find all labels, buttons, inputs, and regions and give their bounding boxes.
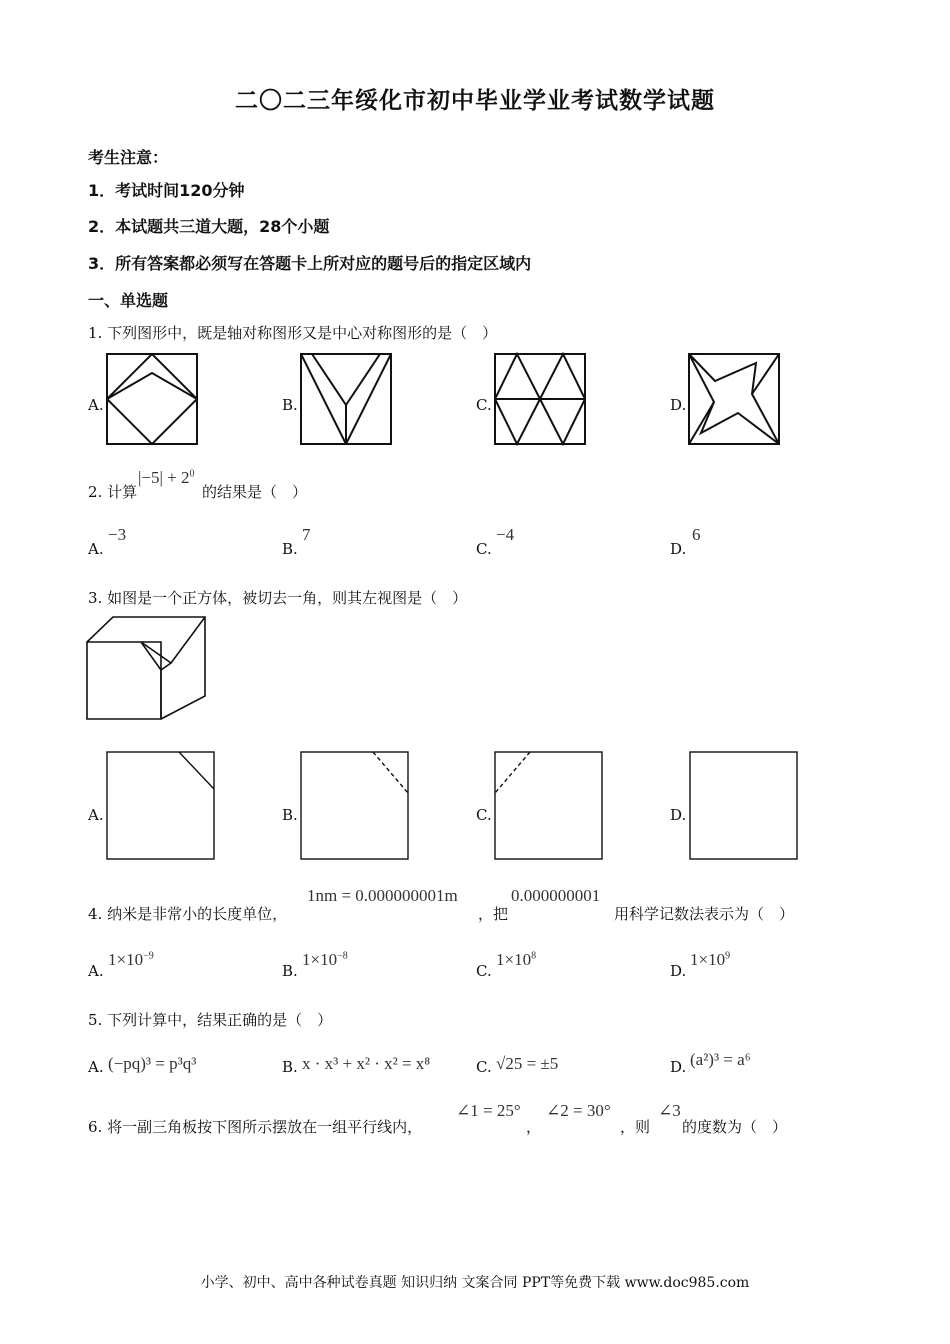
question-6-angle-2: ∠2 = 30°: [546, 1101, 611, 1120]
q5-option-b-value: x · x³ + x² · x² = x⁸: [302, 1054, 431, 1073]
q3-figure-d: [689, 751, 798, 860]
notice-heading: 考生注意：: [88, 148, 169, 167]
notice-item-3: 3．所有答案都必须写在答题卡上所对应的题号后的指定区域内: [88, 254, 532, 273]
notice-item-2: 2．本试题共三道大题，28个小题: [88, 217, 330, 236]
question-6-angle-1: ∠1 = 25°: [456, 1101, 521, 1120]
q2-option-c-value: −4: [496, 525, 515, 544]
q3-option-d-label: D.: [670, 806, 687, 824]
q5-option-b-label: B.: [282, 1058, 298, 1076]
q2-option-a-label: A.: [88, 540, 104, 558]
q4-option-b-label: B.: [282, 962, 298, 980]
q5-option-d-label: D.: [670, 1058, 687, 1076]
question-6-suffix: 的度数为（ ）: [682, 1118, 788, 1136]
question-4-expression-1: 1nm = 0.000000001m: [307, 886, 458, 905]
q3-figure-a: [106, 751, 215, 860]
q4-option-b-value: $1\times 10^{-8}$: [302, 950, 348, 969]
q1-figure-b: [300, 353, 392, 445]
q2-option-a-value: −3: [108, 525, 127, 544]
notice-item-1: 1．考试时间120分钟: [88, 181, 245, 200]
q5-option-c-value: √25 = ±5: [496, 1054, 559, 1073]
q1-figure-d: [688, 353, 780, 445]
question-4-prefix: 4. 纳米是非常小的长度单位，: [88, 905, 288, 923]
question-2-suffix: 的结果是（ ）: [202, 483, 308, 501]
page-title: 二〇二三年绥化市初中毕业学业考试数学试题: [235, 88, 715, 114]
q2-option-d-value: 6: [692, 525, 701, 544]
q5-option-c-label: C.: [476, 1058, 492, 1076]
page-footer: 小学、初中、高中各种试卷真题 知识归纳 文案合同 PPT等免费下载 www.doc985.com: [200, 1275, 750, 1291]
question-1-text: 1. 下列图形中，既是轴对称图形又是中心对称图形的是（ ）: [88, 324, 498, 342]
question-4-expression-2: 0.000000001: [511, 886, 601, 905]
question-6-angle-3: ∠3: [658, 1101, 681, 1120]
question-2-prefix: 2. 计算: [88, 483, 138, 501]
q1-option-c-label: C.: [476, 396, 492, 414]
q3-cube-figure: [86, 616, 208, 722]
question-6-prefix: 6. 将一副三角板按下图所示摆放在一组平行线内，: [88, 1118, 423, 1136]
q2-option-d-label: D.: [670, 540, 687, 558]
q3-figure-b: [300, 751, 409, 860]
q4-option-d-value: $1\times 10^9$: [690, 950, 731, 969]
q1-option-d-label: D.: [670, 396, 687, 414]
question-2-expression: $|-5| + 2^0$: [138, 468, 195, 487]
q4-option-d-label: D.: [670, 962, 687, 980]
question-6-mid: ，则: [620, 1118, 651, 1136]
q1-figure-a: [106, 353, 198, 445]
q5-option-a-value: (−pq)³ = p³q³: [108, 1054, 197, 1073]
q1-option-a-label: A.: [88, 396, 104, 414]
question-5-text: 5. 下列计算中，结果正确的是（ ）: [88, 1011, 333, 1029]
q4-option-a-value: $1\times 10^{-9}$: [108, 950, 154, 969]
q4-option-a-label: A.: [88, 962, 104, 980]
q1-option-b-label: B.: [282, 396, 298, 414]
q4-option-c-value: $1\times 10^8$: [496, 950, 537, 969]
question-4-suffix: 用科学记数法表示为（ ）: [614, 905, 795, 923]
q3-figure-c: [494, 751, 603, 860]
question-4-mid: ，把: [478, 905, 509, 923]
q3-option-b-label: B.: [282, 806, 298, 824]
question-6-separator: ，: [526, 1118, 542, 1136]
q4-option-c-label: C.: [476, 962, 492, 980]
q5-option-d-value: (a²)³ = a⁶: [690, 1050, 751, 1069]
q5-option-a-label: A.: [88, 1058, 104, 1076]
question-3-text: 3. 如图是一个正方体，被切去一角，则其左视图是（ ）: [88, 589, 468, 607]
q2-option-b-label: B.: [282, 540, 298, 558]
q2-option-b-value: 7: [302, 525, 311, 544]
q3-option-a-label: A.: [88, 806, 104, 824]
q2-option-c-label: C.: [476, 540, 492, 558]
q1-figure-c: [494, 353, 586, 445]
q3-option-c-label: C.: [476, 806, 492, 824]
section-heading: 一、单选题: [88, 291, 169, 310]
